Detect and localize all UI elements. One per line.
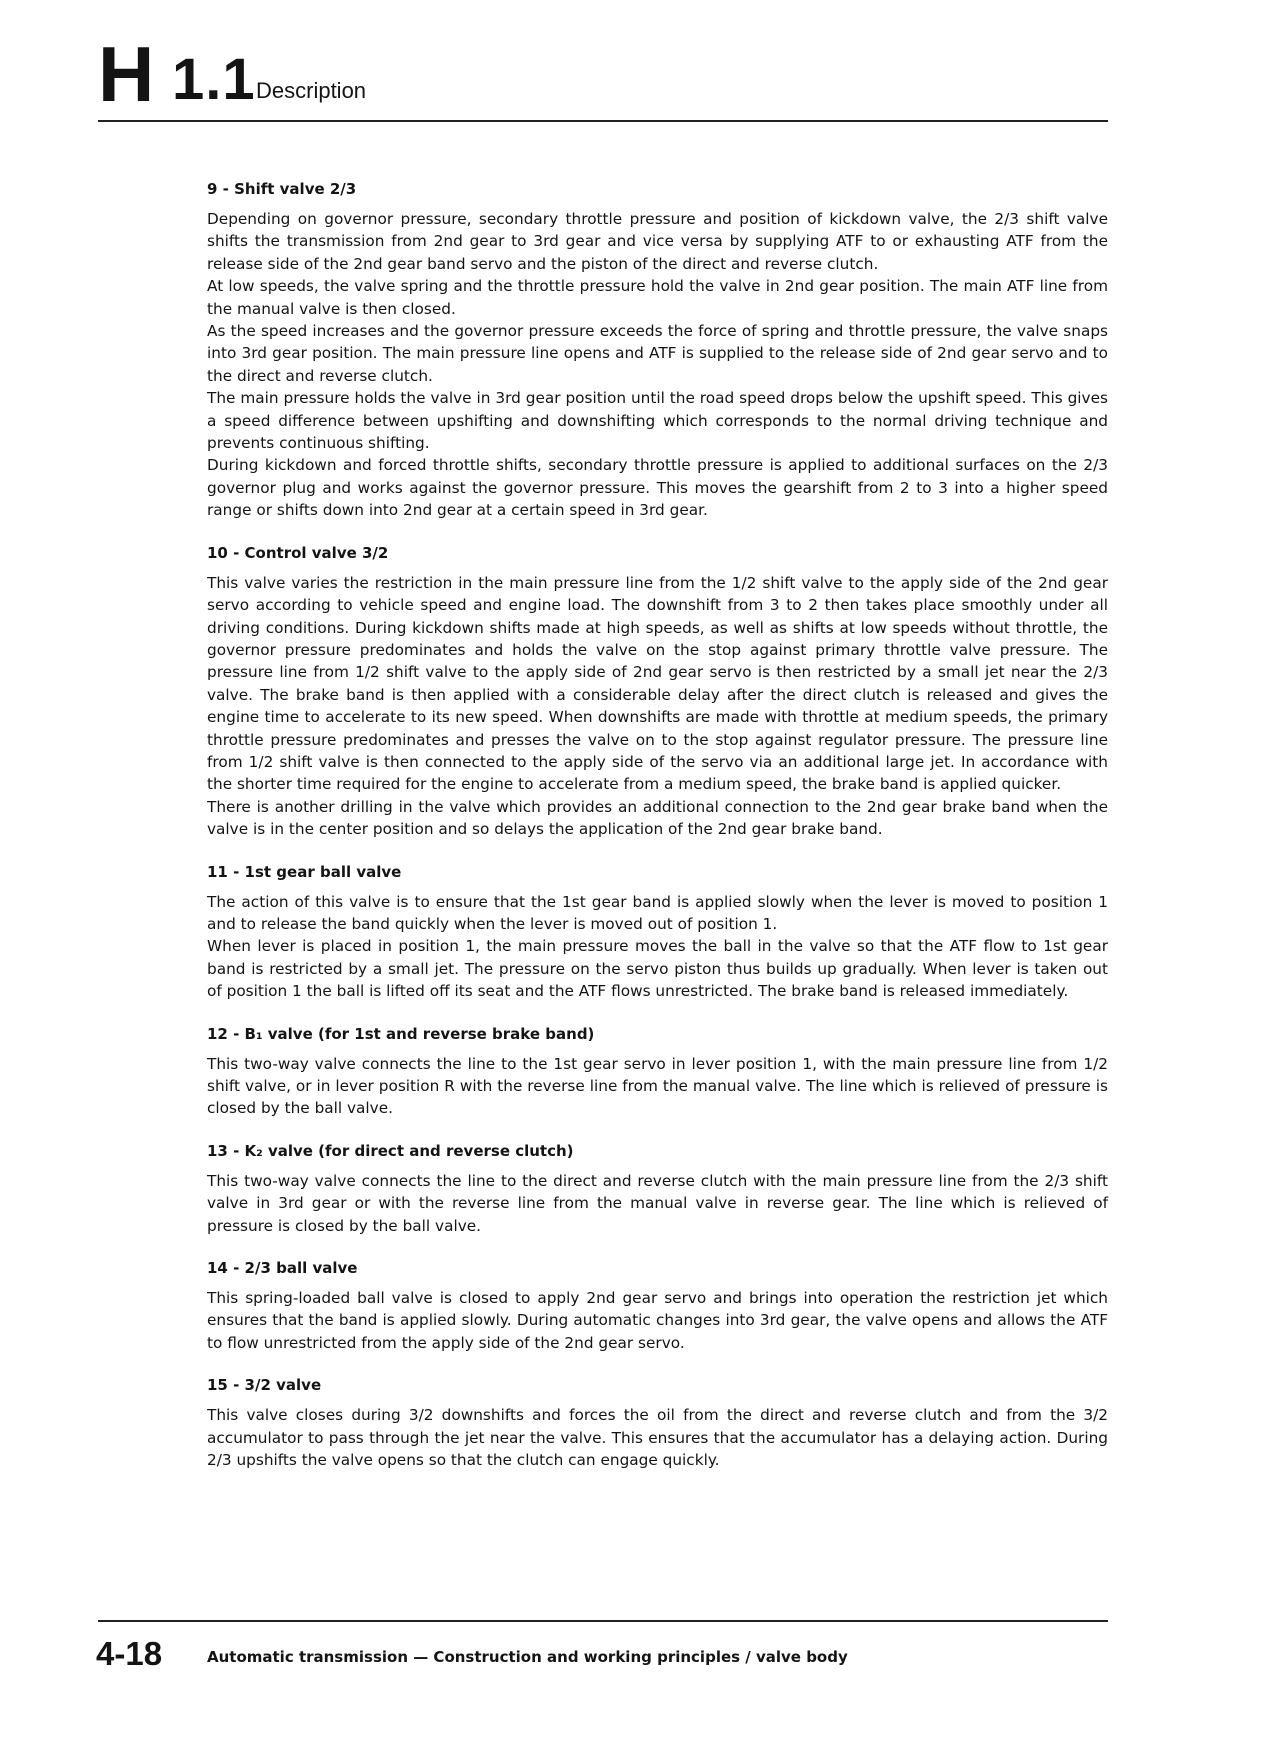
section-heading: 9 - Shift valve 2/3	[207, 180, 357, 198]
paragraph: During kickdown and forced throttle shifts, secondary throttle pressure is applied to additional surfaces on the 2/3 governor plug and works against the governor pressure. This moves the gearshift from 2 to 3 into a higher speed range or shifts down into 2nd gear at a certain speed in 3rd gear.	[207, 456, 1108, 520]
section-heading: 14 - 2/3 ball valve	[207, 1259, 358, 1278]
paragraph: The action of this valve is to ensure that the 1st gear band is applied slowly when the lever is moved to position 1 and to release the band quickly when the lever is moved out of position 1.	[207, 892, 1108, 933]
footer-title: Automatic transmission — Construction and working principles / valve body	[207, 1648, 848, 1666]
section-heading: 15 - 3/2 valve	[207, 1376, 322, 1395]
section-1st-gear-ball-valve	[207, 861, 1108, 1003]
section-heading: 11 - 1st gear ball valve	[207, 862, 402, 881]
section-3-2-valve	[207, 1374, 1108, 1471]
chapter-letter: H	[98, 30, 154, 118]
section-heading: 10 - Control valve 3/2	[207, 543, 389, 562]
section-2-3-ball-valve	[207, 1257, 1108, 1354]
main-content	[207, 178, 1108, 1491]
section-heading: 12 - B₁ valve (for 1st and reverse brake band)	[207, 1024, 595, 1043]
footer-rule	[98, 1620, 1108, 1622]
section-heading: 13 - K₂ valve (for direct and reverse clutch)	[207, 1141, 574, 1160]
paragraph: This two-way valve connects the line to the direct and reverse clutch with the main pressure line from the 2/3 shift valve in 3rd gear or with the reverse line from the manual valve in reverse gear. The line which is relieved of pressure is closed by the ball valve.	[207, 1171, 1108, 1235]
paragraph: This spring-loaded ball valve is closed to apply 2nd gear servo and brings into operation the restriction jet which ensures that the band is applied slowly. During automatic changes into 3rd gear, the valve opens and allows the ATF to flow unrestricted from the apply side of the 2nd gear servo.	[207, 1289, 1108, 1352]
section-k2-valve	[207, 1140, 1108, 1237]
header-rule	[98, 120, 1108, 122]
paragraph: At low speeds, the valve spring and the throttle pressure hold the valve in 2nd gear position. The main ATF line from the manual valve is then closed.	[207, 277, 1108, 318]
section-title: Description	[256, 78, 367, 103]
paragraph: This valve varies the restriction in the main pressure line from the 1/2 shift valve to the apply side of the 2nd gear servo according to vehicle speed and engine load. The downshift from 3 to 2 then takes place smoothly under all driving conditions. During kickdown shifts made at high speeds, as well as shifts at low speeds without throttle, the governor pressure predominates and holds the valve on the stop against primary throttle valve pressure. The pressure line from 1/2 shift valve to the apply side of 2nd gear servo is then restricted by a small jet near the 2/3 valve. The brake band is then applied with a considerable delay after the direct clutch is released and gives the engine time to accelerate to its new speed. When downshifts are made with throttle at medium speeds, the primary throttle pressure predominates and presses the valve on to the stop against regulator pressure. The pressure line from 1/2 shift valve is then connected to the apply side of the servo via an additional large jet. In accordance with the shorter time required for the engine to accelerate from a medium speed, the brake band is applied quicker.	[207, 573, 1108, 794]
page-header	[98, 30, 1108, 124]
paragraph: As the speed increases and the governor pressure exceeds the force of spring and throttle pressure, the valve snaps into 3rd gear position. The main pressure line opens and ATF is supplied to the release side of 2nd gear servo and to the direct and reverse clutch.	[207, 322, 1108, 385]
section-control-valve-3-2	[207, 542, 1108, 841]
section-number: 1.1	[172, 47, 256, 112]
paragraph: The main pressure holds the valve in 3rd gear position until the road speed drops below the upshift speed. This gives a speed difference between upshifting and downshifting which corresponds to the normal driving technique and prevents continuous shifting.	[207, 389, 1108, 453]
paragraph: There is another drilling in the valve which provides an additional connection to the 2nd gear brake band when the valve is in the center position and so delays the application of the 2nd gear brake band.	[207, 797, 1108, 839]
page-number: 4-18	[96, 1635, 163, 1672]
section-shift-valve-2-3	[207, 178, 1108, 522]
paragraph: Depending on governor pressure, secondary throttle pressure and position of kickdown valve, the 2/3 shift valve shifts the transmission from 2nd gear to 3rd gear and vice versa by supplying ATF to or exhausting ATF from the release side of the 2nd gear band servo and the piston of the direct and reverse clutch.	[207, 210, 1108, 273]
paragraph: When lever is placed in position 1, the main pressure moves the ball in the valve so that the ATF flow to 1st gear band is restricted by a small jet. The pressure on the servo piston thus builds up gradually. When lever is taken out of position 1 the ball is lifted off its seat and the ATF flows unrestricted. The brake band is released immediately.	[207, 937, 1108, 1001]
section-b1-valve	[207, 1023, 1108, 1120]
paragraph: This two-way valve connects the line to the 1st gear servo in lever position 1, with the main pressure line from 1/2 shift valve, or in lever position R with the reverse line from the manual valve. The line which is relieved of pressure is closed by the ball valve.	[207, 1054, 1108, 1118]
paragraph: This valve closes during 3/2 downshifts and forces the oil from the direct and reverse clutch and from the 3/2 accumulator to pass through the jet near the valve. This ensures that the accumulator has a delaying action. During 2/3 upshifts the valve opens so that the clutch can engage quickly.	[207, 1406, 1108, 1470]
